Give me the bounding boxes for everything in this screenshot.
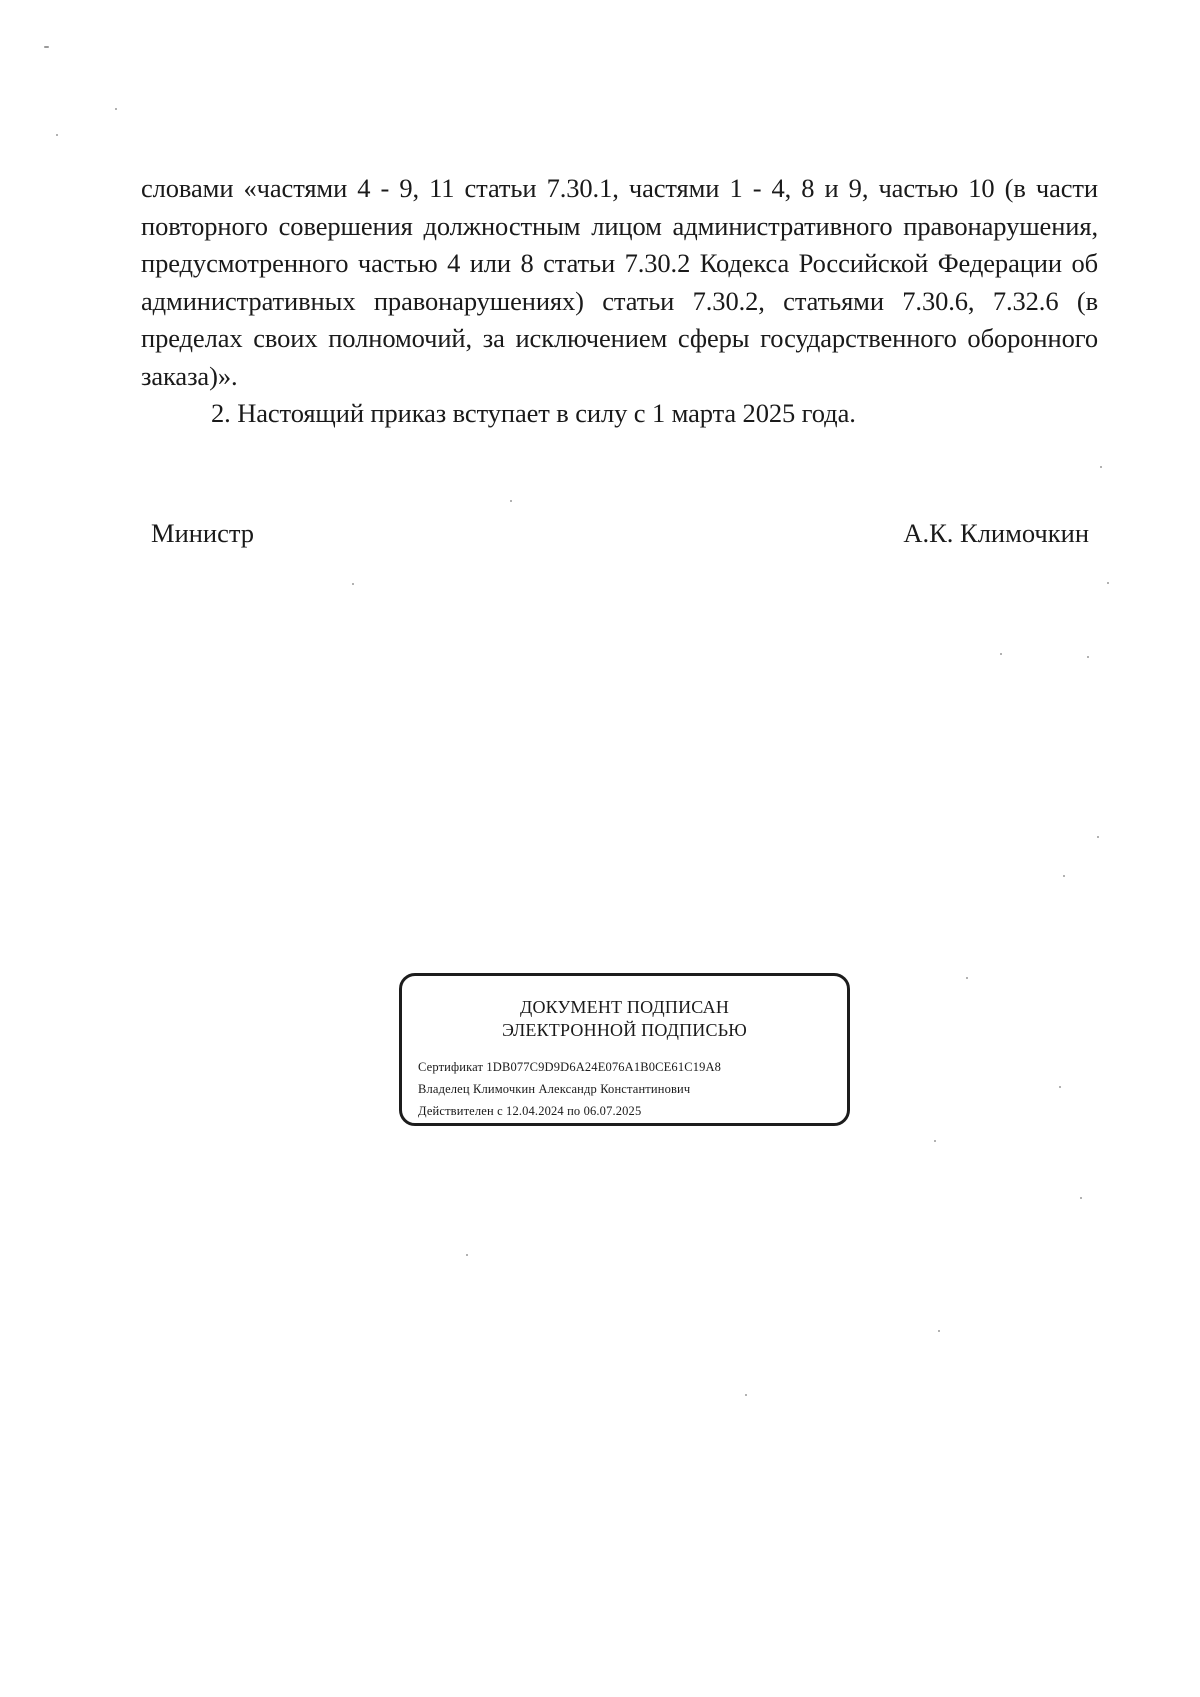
scan-speck <box>466 1254 468 1256</box>
scan-speck <box>56 134 58 136</box>
stamp-title <box>402 996 847 1042</box>
stamp-certificate: Сертификат 1DB077C9D9D6A24E076A1B0CE61C19A8 <box>418 1060 722 1074</box>
scan-speck <box>1000 653 1002 655</box>
scan-speck <box>745 1394 747 1396</box>
scan-speck <box>1107 582 1109 584</box>
scan-speck <box>966 977 968 979</box>
stamp-details <box>418 1056 835 1122</box>
scan-speck <box>115 108 117 110</box>
scan-speck <box>1087 656 1089 658</box>
scan-speck <box>510 500 512 502</box>
signer-position: Министр <box>151 518 255 548</box>
e-signature-stamp <box>399 973 850 1126</box>
scan-speck <box>352 583 354 585</box>
scan-speck <box>934 1140 936 1142</box>
scan-speck <box>1059 1086 1061 1088</box>
scan-speck <box>1097 836 1099 838</box>
scan-speck <box>938 1330 940 1332</box>
stamp-title-line-2: ЭЛЕКТРОННОЙ ПОДПИСЬЮ <box>502 1020 747 1040</box>
stamp-validity: Действителен с 12.04.2024 по 06.07.2025 <box>418 1104 642 1118</box>
scan-speck <box>1063 875 1065 877</box>
scan-speck <box>1100 466 1102 468</box>
stamp-title-line-1: ДОКУМЕНТ ПОДПИСАН <box>519 997 730 1017</box>
document-body <box>141 170 1098 433</box>
paragraph-amendment-text: словами «частями 4 - 9, 11 статьи 7.30.1, частями 1 - 4, 8 и 9, частью 10 (в части повторного совершения должностным лицом административного правонарушения, предусмотренного частью 4 или 8 статьи 7.30.2 Кодекса Российской Федерации об административных правонарушениях) статьи 7.30.2, статьями 7.30.6, 7.32.6 (в пределах своих полномочий, за исключением сферы государственного оборонного заказа)». <box>141 173 1098 391</box>
scan-speck <box>1080 1197 1082 1199</box>
paragraph-effective-date: 2. Настоящий приказ вступает в силу с 1 марта 2025 года. <box>211 398 856 428</box>
signer-name: А.К. Климочкин <box>903 518 1089 548</box>
scan-speck <box>44 46 49 48</box>
stamp-owner: Владелец Климочкин Александр Константинович <box>418 1082 691 1096</box>
